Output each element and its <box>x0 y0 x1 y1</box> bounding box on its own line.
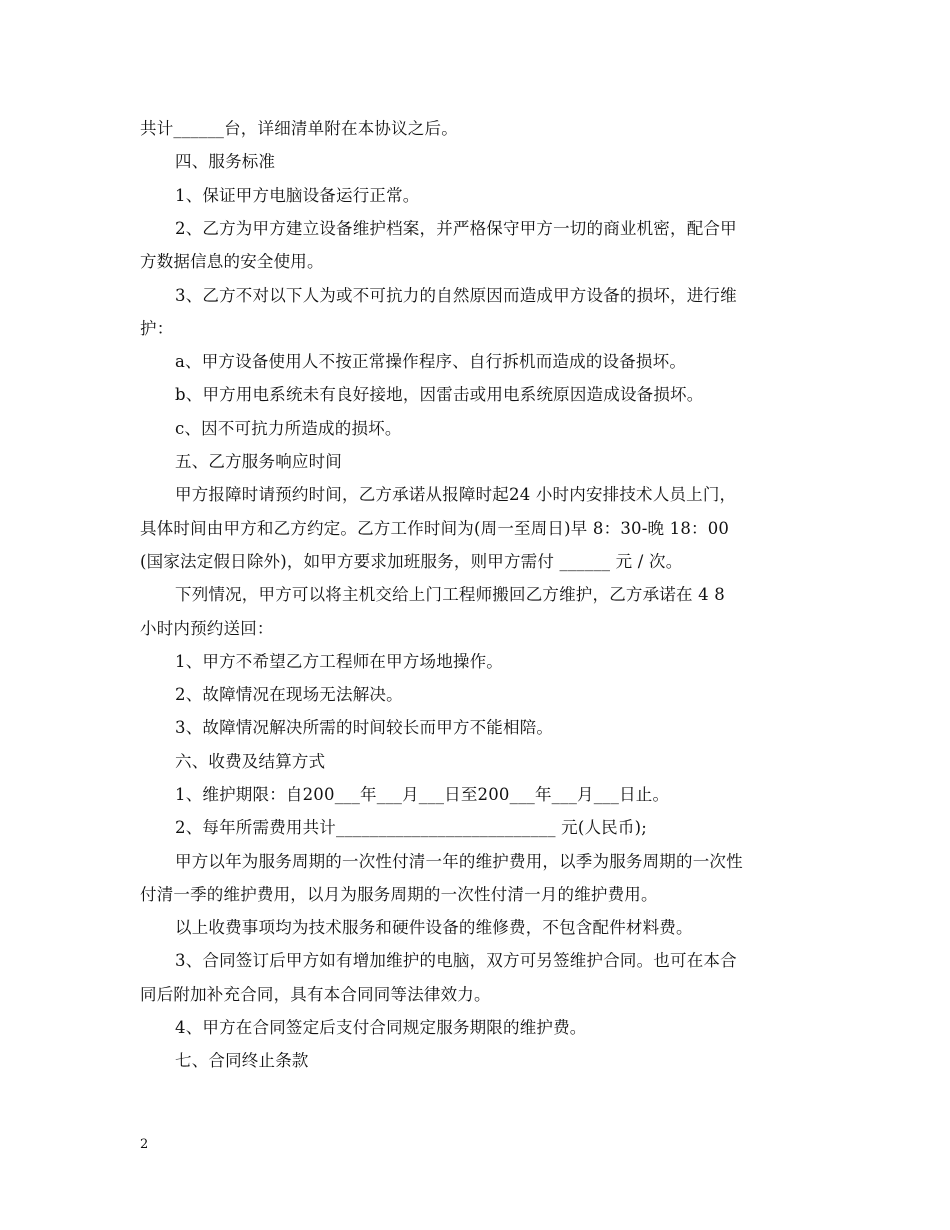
text-line: 方数据信息的安全使用。 <box>140 252 324 271</box>
text-line: 六、收费及结算方式 <box>175 752 326 771</box>
text-line: 2、故障情况在现场无法解决。 <box>175 685 403 704</box>
text-line: 付清一季的维护费用，以月为服务周期的一次性付清一月的维护费用。 <box>140 885 658 904</box>
text-line: 4、甲方在合同签定后支付合同规定服务期限的维护费。 <box>175 1018 587 1037</box>
text-line: 以上收费事项均为技术服务和硬件设备的维修费，不包含配件材料费。 <box>175 918 693 937</box>
text-line: 甲方以年为服务周期的一次性付清一年的维护费用，以季为服务周期的一次性 <box>175 852 743 871</box>
text-line: 四、服务标准 <box>175 152 276 171</box>
text-line: 1、保证甲方电脑设备运行正常。 <box>175 186 420 205</box>
text-line: (国家法定假日除外)，如甲方要求加班服务，则甲方需付 ______ 元 / 次。 <box>140 552 683 571</box>
text-line: 1、甲方不希望乙方工程师在甲方场地操作。 <box>175 652 503 671</box>
text-line: 2、每年所需费用共计__________________________ 元(人民币); <box>175 818 647 837</box>
text-line: 1、维护期限：自200___年___月___日至200___年___月___日止。 <box>175 785 670 804</box>
page-number: 2 <box>140 1137 149 1152</box>
text-line: 七、合同终止条款 <box>175 1051 309 1070</box>
text-line: 五、乙方服务响应时间 <box>175 452 342 471</box>
text-line: 3、故障情况解决所需的时间较长而甲方不能相陪。 <box>175 718 554 737</box>
text-line: 护： <box>140 319 174 338</box>
text-line: 3、合同签订后甲方如有增加维护的电脑，双方可另签维护合同。也可在本合 <box>175 951 737 970</box>
text-line: 共计______台，详细清单附在本协议之后。 <box>140 119 458 138</box>
text-line: 同后附加补充合同，具有本合同同等法律效力。 <box>140 985 491 1004</box>
text-line: 下列情况，甲方可以将主机交给上门工程师搬回乙方维护，乙方承诺在 4 8 <box>175 585 725 604</box>
text-line: 3、乙方不对以下人为或不可抗力的自然原因而造成甲方设备的损坏，进行维 <box>175 286 737 305</box>
text-line: b、甲方用电系统未有良好接地，因雷击或用电系统原因造成设备损坏。 <box>175 385 704 404</box>
text-line: 具体时间由甲方和乙方约定。乙方工作时间为(周一至周日)早 8：30-晚 18：00 <box>140 519 730 538</box>
text-line: 2、乙方为甲方建立设备维护档案，并严格保守甲方一切的商业机密，配合甲 <box>175 219 737 238</box>
text-line: 小时内预约送回： <box>140 619 274 638</box>
text-line: a、甲方设备使用人不按正常操作程序、自行拆机而造成的设备损坏。 <box>175 352 687 371</box>
text-line: 甲方报障时请预约时间，乙方承诺从报障时起24 小时内安排技术人员上门， <box>175 485 737 504</box>
text-line: c、因不可抗力所造成的损坏。 <box>175 419 402 438</box>
